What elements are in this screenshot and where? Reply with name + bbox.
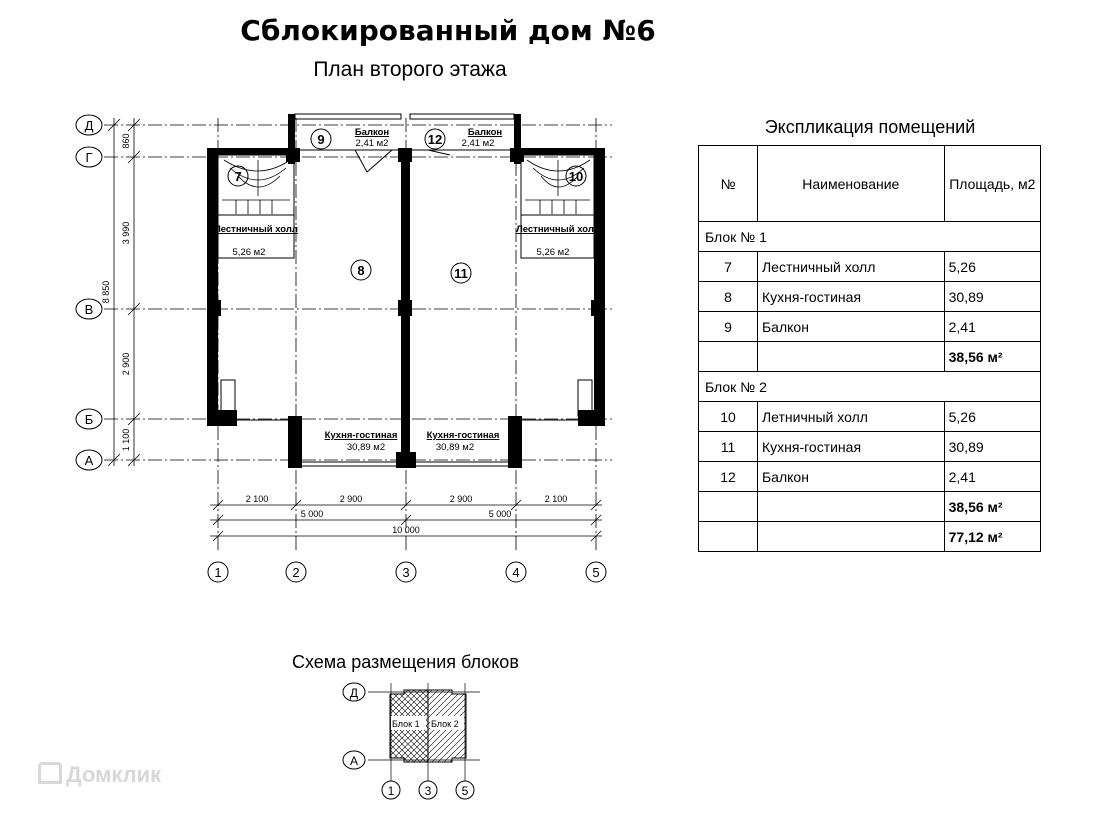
empty-cell: [757, 522, 944, 552]
table-header-row: [699, 146, 1041, 222]
axis-letter-g: Г: [85, 150, 93, 165]
subtotal-row: [699, 342, 1041, 372]
dim-h4: 2 100: [544, 494, 568, 504]
scheme-title: Схема размещения блоков: [292, 652, 519, 672]
room-area-hall-2: 5,26 м2: [536, 247, 570, 258]
axis-letter-a: А: [84, 453, 94, 468]
cell-num: 7: [699, 252, 758, 282]
cell-name: Кухня-гостиная: [757, 432, 944, 462]
room-label-kitchen-1: Кухня-гостиная: [324, 430, 398, 441]
table-row: [699, 312, 1041, 342]
subtotal-row: [699, 492, 1041, 522]
cell-area: 5,26: [944, 252, 1040, 282]
header-name: Наименование: [757, 146, 944, 222]
dim-v1: 860: [121, 133, 131, 149]
subtotal-value: 38,56 м²: [944, 492, 1040, 522]
dim-half-2: 5 000: [488, 509, 512, 519]
total-row: [699, 522, 1041, 552]
table-row: [699, 432, 1041, 462]
explication-table: [698, 145, 1041, 552]
cell-num: 8: [699, 282, 758, 312]
empty-cell: [757, 492, 944, 522]
room-label-hall-2: Лестничный холл: [516, 224, 600, 235]
room-label-balcony-1: Балкон: [354, 127, 390, 138]
axis-letter-v: В: [84, 302, 94, 317]
watermark: [38, 762, 161, 788]
cell-name: Кухня-гостиная: [757, 282, 944, 312]
cell-num: 12: [699, 462, 758, 492]
empty-cell: [699, 522, 758, 552]
axis-num-5: 5: [592, 565, 600, 580]
room-num-10: 10: [568, 169, 584, 184]
group-row: [699, 372, 1041, 402]
axis-num-1: 1: [214, 565, 222, 580]
group-row: [699, 222, 1041, 252]
room-area-kitchen-1: 30,89 м2: [346, 442, 386, 453]
group-name: Блок № 2: [699, 372, 1041, 402]
room-num-12: 12: [427, 132, 443, 147]
total-value: 77,12 м²: [944, 522, 1040, 552]
room-label-hall-1: Лестничный холл: [214, 224, 298, 235]
dim-v-total: 8 850: [101, 280, 111, 304]
axis-num-2: 2: [292, 565, 300, 580]
room-area-balcony-2: 2,41 м2: [461, 138, 495, 149]
room-num-8: 8: [357, 263, 365, 278]
axis-letter-b: Б: [84, 412, 94, 427]
scheme-axis-d: Д: [349, 686, 359, 700]
dim-total-h: 10 000: [392, 525, 420, 535]
scheme-axis-3: 3: [424, 784, 432, 798]
dim-v4: 1 100: [121, 428, 131, 452]
cell-area: 30,89: [944, 432, 1040, 462]
cell-area: 2,41: [944, 312, 1040, 342]
scheme-block-1: Блок 1: [392, 719, 420, 729]
empty-cell: [699, 492, 758, 522]
table-row: [699, 402, 1041, 432]
cell-name: Балкон: [757, 312, 944, 342]
cell-num: 9: [699, 312, 758, 342]
room-label-balcony-2: Балкон: [467, 127, 503, 138]
cell-name: Лестничный холл: [757, 252, 944, 282]
table-row: [699, 462, 1041, 492]
floor-plan: [0, 100, 690, 590]
room-label-kitchen-2: Кухня-гостиная: [426, 430, 500, 441]
explication-title: Экспликация помещений: [764, 117, 976, 137]
dim-half-1: 5 000: [300, 509, 324, 519]
table-row: [699, 252, 1041, 282]
scheme-axis-a: А: [349, 754, 359, 768]
cell-num: 10: [699, 402, 758, 432]
axis-num-4: 4: [512, 565, 520, 580]
page-subtitle: План второго этажа: [313, 58, 507, 81]
subtotal-value: 38,56 м²: [944, 342, 1040, 372]
block-scheme: [330, 675, 500, 805]
watermark-text: Домклик: [66, 762, 162, 787]
axis-num-3: 3: [402, 565, 410, 580]
header-num: №: [699, 146, 758, 222]
dim-v2: 3 990: [121, 221, 131, 245]
room-num-11: 11: [454, 266, 468, 281]
room-area-kitchen-2: 30,89 м2: [435, 442, 475, 453]
cell-num: 11: [699, 432, 758, 462]
dim-h3: 2 900: [449, 494, 473, 504]
room-num-7: 7: [234, 169, 242, 184]
scheme-axis-5: 5: [461, 784, 469, 798]
cell-area: 2,41: [944, 462, 1040, 492]
axis-letter-d: Д: [84, 118, 94, 133]
empty-cell: [699, 342, 758, 372]
table-row: [699, 282, 1041, 312]
room-area-balcony-1: 2,41 м2: [355, 138, 389, 149]
room-area-hall-1: 5,26 м2: [232, 247, 266, 258]
header-area: Площадь, м2: [944, 146, 1040, 222]
scheme-block-2: Блок 2: [431, 719, 459, 729]
page-title: Сблокированный дом №6: [240, 14, 656, 47]
group-name: Блок № 1: [699, 222, 1041, 252]
cell-name: Летничный холл: [757, 402, 944, 432]
cell-name: Балкон: [757, 462, 944, 492]
cell-area: 30,89: [944, 282, 1040, 312]
house-icon: [38, 762, 62, 784]
scheme-axis-1: 1: [387, 784, 395, 798]
dim-h2: 2 900: [339, 494, 363, 504]
empty-cell: [757, 342, 944, 372]
cell-area: 5,26: [944, 402, 1040, 432]
dim-v3: 2 900: [121, 352, 131, 376]
room-num-9: 9: [317, 132, 325, 147]
dim-h1: 2 100: [245, 494, 269, 504]
